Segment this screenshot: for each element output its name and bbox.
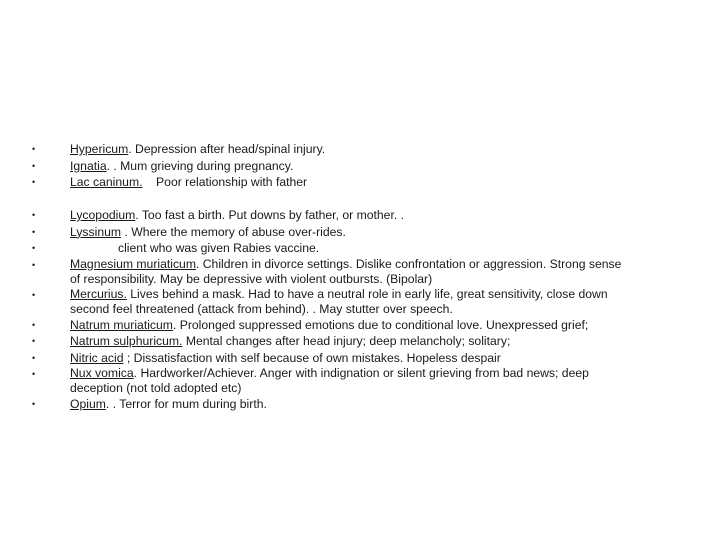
bullet: • bbox=[32, 160, 36, 171]
remedy-description: . Children in divorce settings. Dislike confrontation or aggression. Strong sense of responsibility. May be depressive with violent outbursts. (Bipolar) bbox=[70, 256, 622, 286]
remedy-name: Nux vomica bbox=[70, 366, 134, 380]
remedy-name: Nitric acid bbox=[70, 350, 124, 365]
list-item bbox=[0, 158, 630, 175]
bullet: • bbox=[32, 399, 36, 409]
list-item bbox=[0, 333, 630, 350]
remedy-description: . Hardworker/Achiever. Anger with indignation or silent grieving from bad news; deep deception (not told adopted etc) bbox=[70, 366, 589, 395]
remedy-description: . Depression after head/spinal injury. bbox=[128, 142, 326, 156]
bullet: • bbox=[32, 289, 36, 300]
remedy-description: Poor relationship with father bbox=[142, 175, 308, 189]
list-item bbox=[0, 257, 630, 287]
remedy-description: . Prolonged suppressed emotions due to conditional love. Unexpressed grief; bbox=[172, 317, 589, 332]
bullet: • bbox=[32, 144, 36, 154]
remedy-description: . Where the memory of abuse over-rides. bbox=[121, 224, 346, 239]
bullet: • bbox=[32, 226, 36, 237]
remedy-list-group-2 bbox=[0, 207, 720, 413]
remedy-description: . . Terror for mum during birth. bbox=[105, 397, 267, 411]
remedy-description: Lives behind a mask. Had to have a neutral role in early life, great sensitivity, close down second feel threatened (attack from behind). . May stutter over speech. bbox=[70, 286, 608, 316]
bullet: • bbox=[32, 177, 36, 187]
remedy-name: Opium bbox=[70, 397, 106, 411]
remedy-name: Hypericum bbox=[70, 142, 129, 156]
list-item bbox=[0, 141, 630, 158]
remedy-description: ; Dissatisfaction with self because of own mistakes. Hopeless despair bbox=[123, 350, 501, 365]
list-item bbox=[0, 366, 630, 396]
list-item bbox=[0, 396, 630, 413]
list-item bbox=[0, 317, 630, 334]
bullet: • bbox=[32, 319, 36, 330]
list-item bbox=[0, 174, 630, 191]
list-item bbox=[0, 224, 630, 241]
remedy-description: client who was given Rabies vaccine. bbox=[118, 241, 320, 255]
remedy-name: Magnesium muriaticum bbox=[70, 256, 196, 271]
remedy-list-group-1 bbox=[0, 141, 720, 191]
remedy-description: . . Mum grieving during pregnancy. bbox=[106, 158, 294, 173]
bullet: • bbox=[32, 336, 36, 346]
remedy-name: Mercurius. bbox=[70, 286, 127, 301]
list-item bbox=[0, 240, 630, 257]
list-item bbox=[0, 207, 630, 224]
bullet: • bbox=[32, 243, 36, 253]
bullet: • bbox=[32, 210, 36, 220]
bullet: • bbox=[32, 259, 36, 270]
remedy-name: Lycopodium bbox=[70, 208, 136, 222]
remedy-name: Natrum muriaticum bbox=[70, 317, 173, 332]
remedy-description: Mental changes after head injury; deep melancholy; solitary; bbox=[182, 334, 511, 348]
remedy-name: Natrum sulphuricum. bbox=[70, 334, 183, 348]
remedy-name: Lyssinum bbox=[70, 224, 122, 239]
list-item bbox=[0, 350, 630, 367]
list-item bbox=[0, 287, 630, 317]
bullet: • bbox=[32, 369, 36, 379]
remedy-name: Lac caninum. bbox=[70, 175, 143, 189]
bullet: • bbox=[32, 352, 36, 363]
remedy-description: . Too fast a birth. Put downs by father, or mother. . bbox=[135, 208, 404, 222]
remedy-name: Ignatia bbox=[70, 158, 107, 173]
